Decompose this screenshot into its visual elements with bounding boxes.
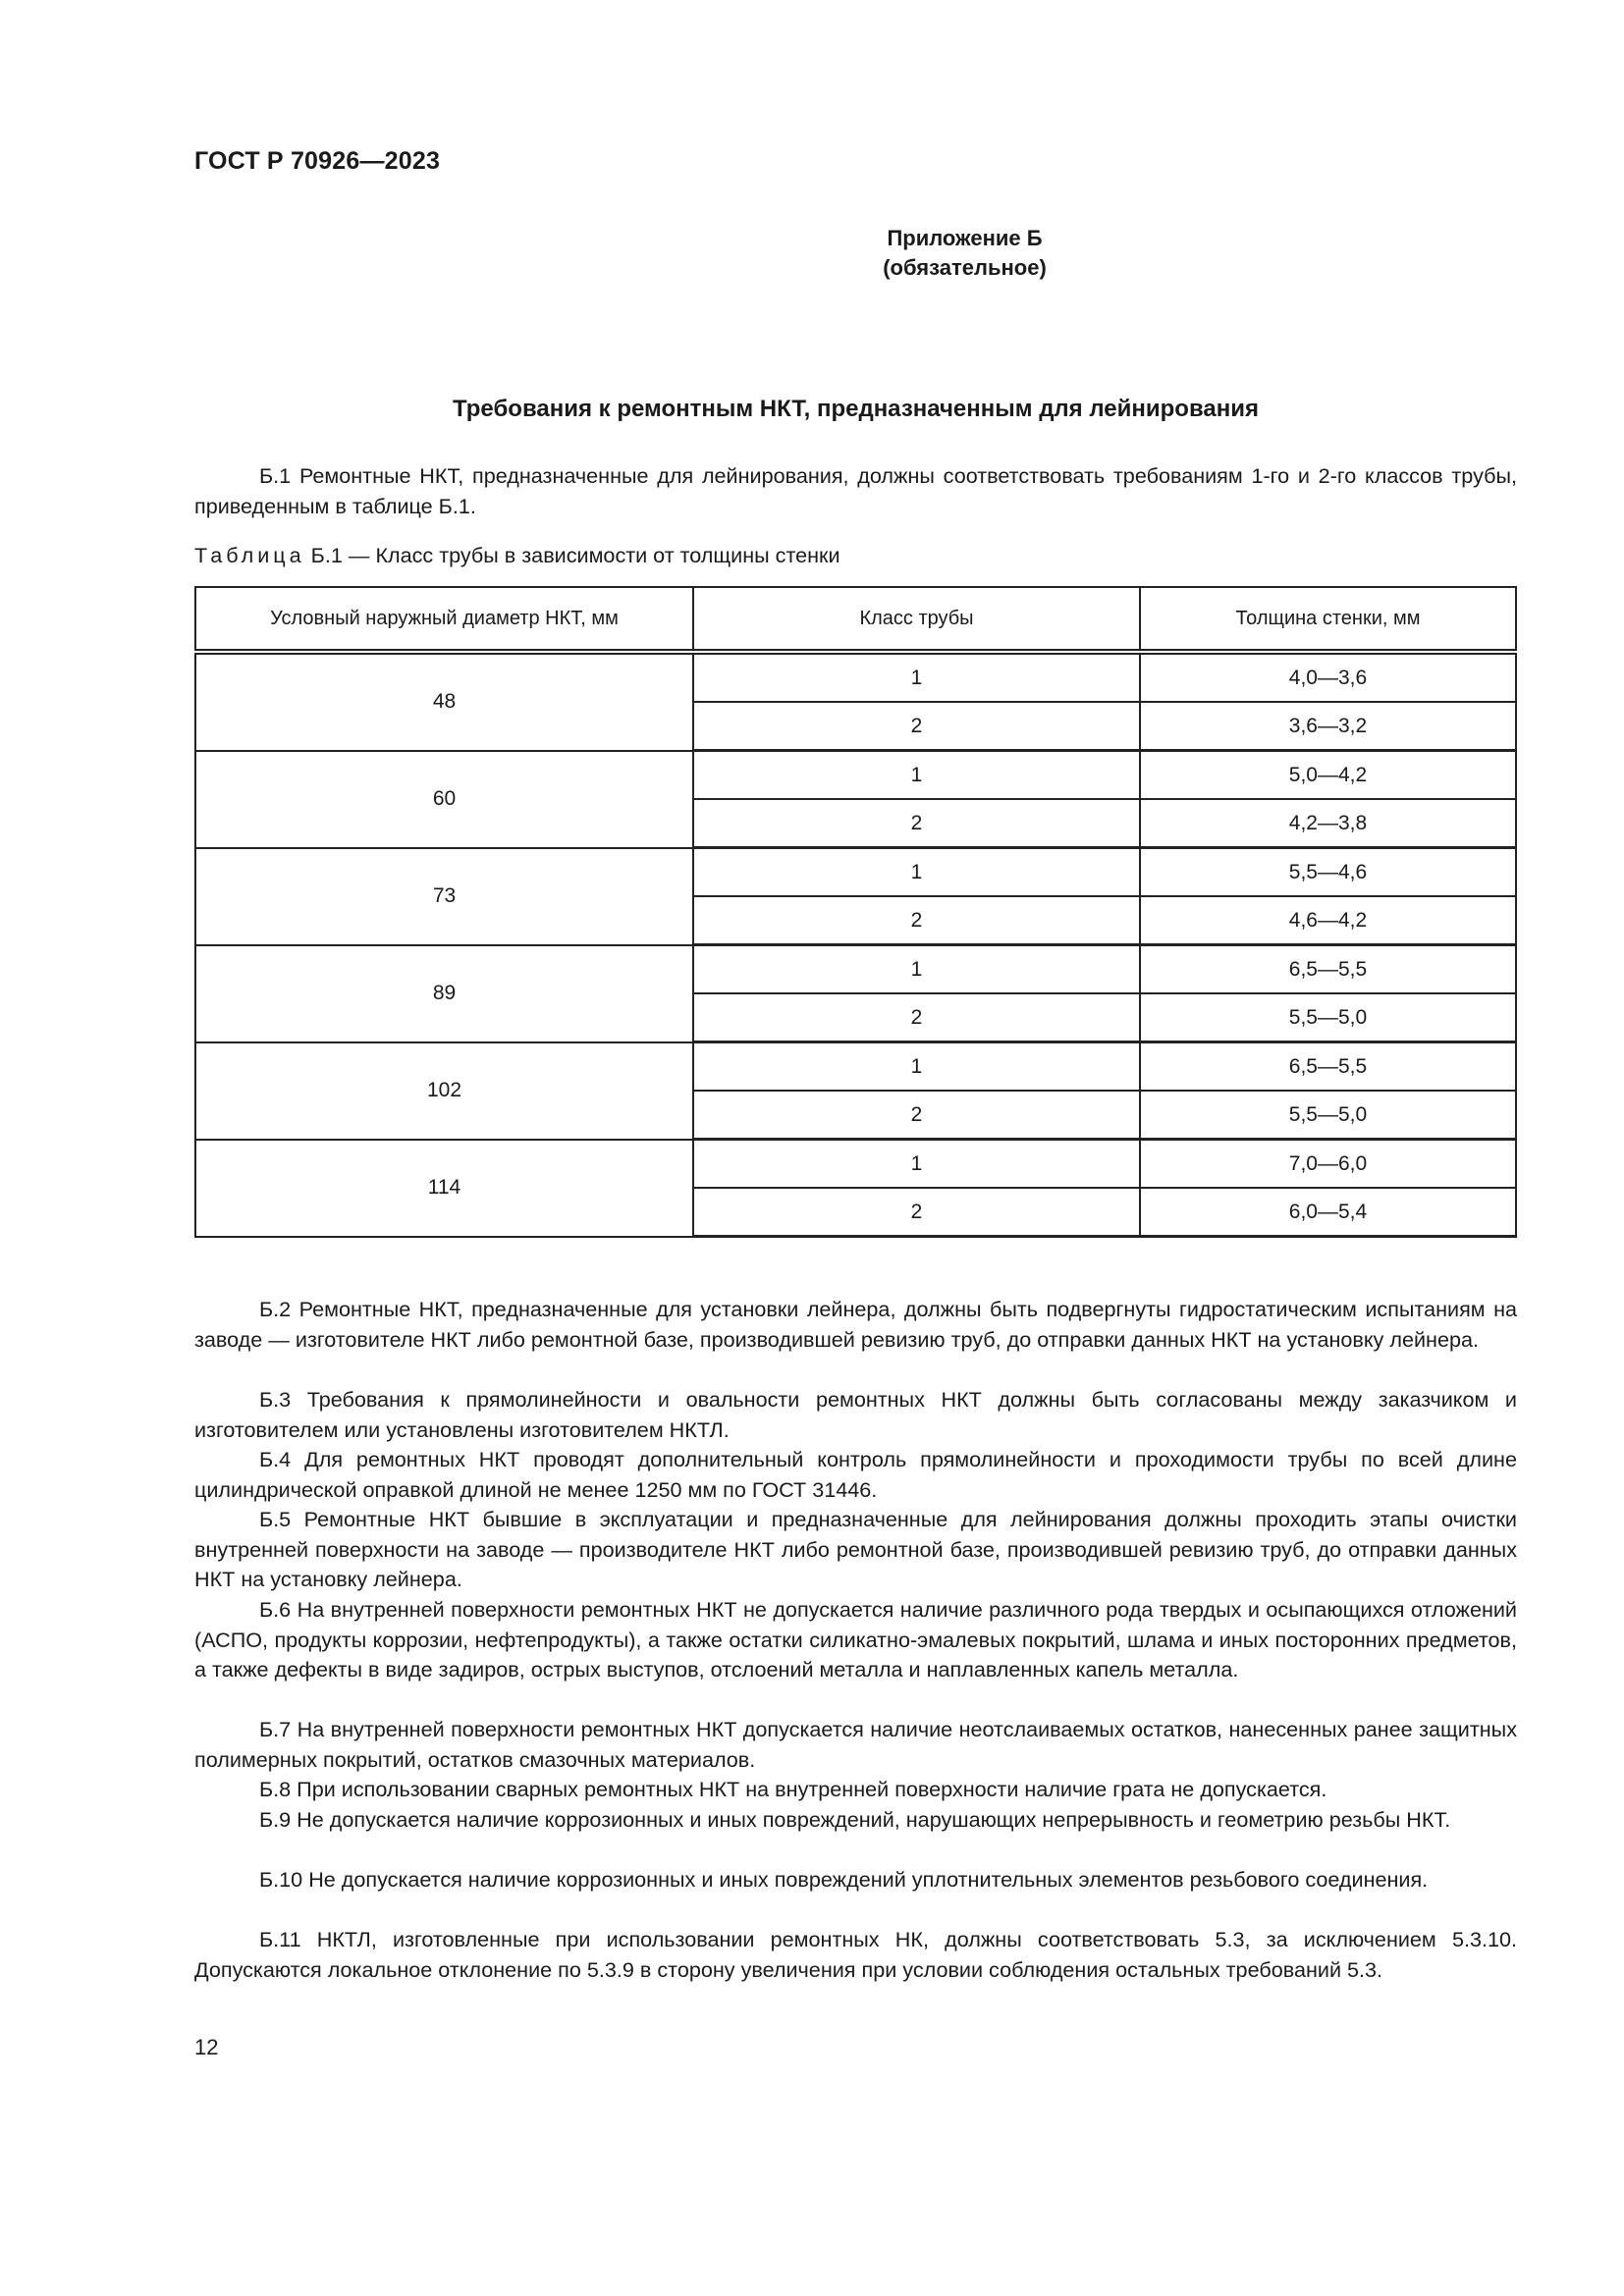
table-caption-text: Б.1 — Класс трубы в зависимости от толщины стенки bbox=[310, 543, 840, 567]
cell-thickness: 5,5—5,0 bbox=[1140, 993, 1516, 1042]
paragraph-b5-text: Б.5 Ремонтные НКТ бывшие в эксплуатации и предназначенные для лейнирования должны проходить этапы очистки внутренней поверхности на заводе — производителе НКТ либо ремонтной базе, производившей ревизию труб, до отправки данных НКТ на установку лейнера. bbox=[194, 1507, 1517, 1591]
cell-thickness: 5,5—5,0 bbox=[1140, 1091, 1516, 1140]
table-row bbox=[195, 1042, 1516, 1092]
cell-thickness: 5,0—4,2 bbox=[1140, 751, 1516, 800]
appendix-status: (обязательное) bbox=[883, 255, 1047, 280]
cell-thickness: 5,5—4,6 bbox=[1140, 848, 1516, 897]
table-row bbox=[195, 652, 1516, 702]
paragraph-b10-text: Б.10 Не допускается наличие коррозионных и иных повреждений уплотнительных элементов резьбового соединения. bbox=[259, 1867, 1429, 1892]
cell-thickness: 4,2—3,8 bbox=[1140, 799, 1516, 848]
cell-diameter: 60 bbox=[195, 751, 693, 848]
cell-diameter: 114 bbox=[195, 1140, 693, 1237]
cell-thickness: 4,6—4,2 bbox=[1140, 896, 1516, 945]
cell-diameter: 102 bbox=[195, 1042, 693, 1140]
paragraph-b4 bbox=[194, 1445, 1517, 1505]
wall-thickness-table bbox=[194, 586, 1517, 1238]
paragraph-b4-text: Б.4 Для ремонтных НКТ проводят дополнительный контроль прямолинейности и проходимости трубы по всей длине цилиндрической оправкой длиной не менее 1250 мм по ГОСТ 31446. bbox=[194, 1447, 1517, 1502]
paragraph-b3 bbox=[194, 1385, 1517, 1445]
cell-class: 1 bbox=[693, 1140, 1140, 1189]
header-diameter: Условный наружный диаметр НКТ, мм bbox=[195, 587, 693, 652]
appendix-title: Приложение Б bbox=[887, 226, 1043, 250]
appendix-heading bbox=[0, 224, 1624, 283]
table-caption bbox=[194, 543, 840, 568]
cell-thickness: 6,0—5,4 bbox=[1140, 1188, 1516, 1237]
cell-diameter: 73 bbox=[195, 848, 693, 945]
paragraph-b7 bbox=[194, 1715, 1517, 1775]
document-code: ГОСТ Р 70926—2023 bbox=[194, 147, 441, 175]
cell-class: 1 bbox=[693, 945, 1140, 994]
table-header-row bbox=[195, 587, 1516, 652]
table-row bbox=[195, 848, 1516, 897]
cell-thickness: 7,0—6,0 bbox=[1140, 1140, 1516, 1189]
header-class: Класс трубы bbox=[693, 587, 1140, 652]
paragraph-b1-text: Б.1 Ремонтные НКТ, предназначенные для лейнирования, должны соответствовать требованиям 1-го и 2-го классов трубы, приведенным в таблице Б.1. bbox=[194, 463, 1517, 518]
cell-thickness: 3,6—3,2 bbox=[1140, 702, 1516, 751]
section-title: Требования к ремонтным НКТ, предназначенным для лейнирования bbox=[453, 396, 1259, 422]
paragraph-b11 bbox=[194, 1925, 1517, 1985]
paragraph-b3-text: Б.3 Требования к прямолинейности и овальности ремонтных НКТ должны быть согласованы между заказчиком и изготовителем или установлены изготовителем НКТЛ. bbox=[194, 1387, 1517, 1442]
paragraph-b8-text: Б.8 При использовании сварных ремонтных НКТ на внутренней поверхности наличие грата не допускается. bbox=[259, 1777, 1327, 1801]
header-thickness: Толщина стенки, мм bbox=[1140, 587, 1516, 652]
paragraph-b6 bbox=[194, 1595, 1517, 1685]
cell-thickness: 4,0—3,6 bbox=[1140, 652, 1516, 702]
cell-class: 2 bbox=[693, 1091, 1140, 1140]
cell-class: 2 bbox=[693, 799, 1140, 848]
cell-class: 2 bbox=[693, 896, 1140, 945]
paragraph-b1 bbox=[194, 461, 1517, 521]
cell-class: 1 bbox=[693, 652, 1140, 702]
paragraph-b9 bbox=[194, 1805, 1517, 1836]
paragraph-b5 bbox=[194, 1505, 1517, 1595]
paragraph-b10 bbox=[194, 1865, 1517, 1896]
cell-diameter: 89 bbox=[195, 945, 693, 1042]
cell-class: 1 bbox=[693, 1042, 1140, 1092]
paragraph-b8 bbox=[194, 1775, 1517, 1805]
cell-thickness: 6,5—5,5 bbox=[1140, 945, 1516, 994]
table-row bbox=[195, 1140, 1516, 1189]
table-caption-prefix: Таблица bbox=[194, 543, 305, 567]
paragraph-b6-text: Б.6 На внутренней поверхности ремонтных НКТ не допускается наличие различного рода твердых и осыпающихся отложений (АСПО, продукты коррозии, нефтепродукты), а также остатки силикатно-эмалевых покрытий, шлама и иных посторонних предметов, а также дефекты в виде задиров, острых выступов, отслоений металла и наплавленных капель металла. bbox=[194, 1597, 1517, 1682]
cell-diameter: 48 bbox=[195, 652, 693, 751]
page-number: 12 bbox=[194, 2035, 219, 2059]
cell-class: 2 bbox=[693, 993, 1140, 1042]
paragraph-b11-text: Б.11 НКТЛ, изготовленные при использовании ремонтных НК, должны соответствовать 5.3, за исключением 5.3.10. Допускаются локальное отклонение по 5.3.9 в сторону увеличения при условии соблюдения остальных требований 5.3. bbox=[194, 1927, 1517, 1982]
cell-class: 2 bbox=[693, 1188, 1140, 1237]
paragraph-b2-text: Б.2 Ремонтные НКТ, предназначенные для установки лейнера, должны быть подвергнуты гидростатическим испытаниям на заводе — изготовителе НКТ либо ремонтной базе, производившей ревизию труб, до отправки данных НКТ на установку лейнера. bbox=[194, 1297, 1517, 1352]
paragraph-b9-text: Б.9 Не допускается наличие коррозионных и иных повреждений, нарушающих непрерывность и геометрию резьбы НКТ. bbox=[259, 1807, 1451, 1832]
cell-thickness: 6,5—5,5 bbox=[1140, 1042, 1516, 1092]
table-row bbox=[195, 751, 1516, 800]
cell-class: 1 bbox=[693, 751, 1140, 800]
cell-class: 1 bbox=[693, 848, 1140, 897]
table-row bbox=[195, 945, 1516, 994]
paragraph-b2 bbox=[194, 1295, 1517, 1355]
cell-class: 2 bbox=[693, 702, 1140, 751]
paragraph-b7-text: Б.7 На внутренней поверхности ремонтных НКТ допускается наличие неотслаиваемых остатков, нанесенных ранее защитных полимерных покрытий, остатков смазочных материалов. bbox=[194, 1717, 1517, 1772]
